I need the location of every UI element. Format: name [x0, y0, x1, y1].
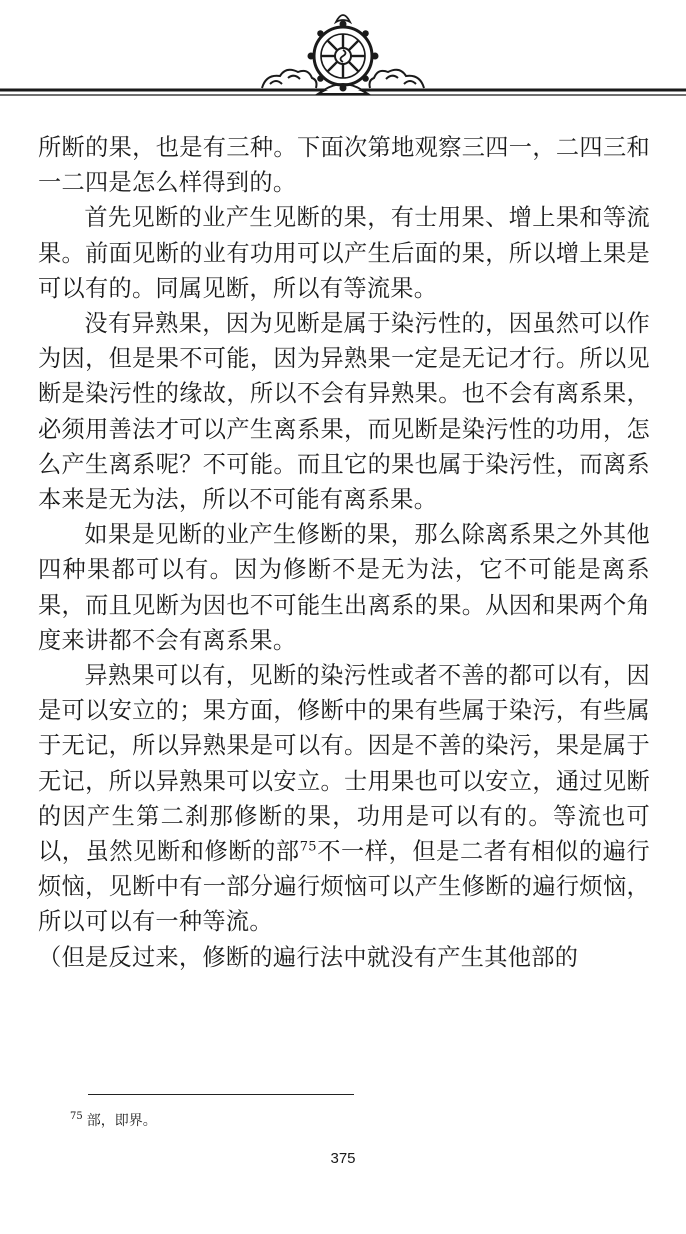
paragraph-text: 不一样，但是二者有相似的遍行烦恼，见断中有一部分遍行烦恼可以产生修断的遍行烦恼，所以可以有一种等流。 — [38, 838, 650, 936]
footnote — [70, 1110, 157, 1130]
page-number: 375 — [330, 1150, 356, 1167]
footnote-reference: 75 — [299, 839, 317, 855]
footnote-divider — [88, 1094, 354, 1095]
paragraph: 首先见断的业产生见断的果，有士用果、增上果和等流果。前面见断的业有功用可以产生后面的果，所以增上果是可以有的。同属见断，所以有等流果。 — [38, 204, 650, 302]
page-header-ornament — [0, 0, 686, 110]
paragraph-text: 异熟果可以有，见断的染污性或者不善的都可以有，因是可以安立的；果方面，修断中的果有些属于染污，有些属于无记，所以异熟果是可以有。因是不善的染污，果是属于无记，所以异熟果可以安立。士用果也可以安立，通过见断的因产生第二刹那修断的果，功用是可以有的。等流也可以，虽然见断和修断的部 — [38, 662, 650, 866]
footnote-text: 部，即界。 — [86, 1113, 157, 1129]
paragraph: 所断的果，也是有三种。下面次第地观察三四一，二四三和一二四是怎么样得到的。 — [38, 134, 650, 197]
dharma-wheel-icon — [0, 0, 686, 110]
body-text — [38, 130, 650, 975]
paragraph: （但是反过来，修断的遍行法中就没有产生其他部的 — [38, 943, 579, 971]
paragraph: 没有异熟果，因为见断是属于染污性的，因虽然可以作为因，但是果不可能，因为异熟果一定是无记才行。所以见断是染污性的缘故，所以不会有异熟果。也不会有离系果，必须用善法才可以产生离系果，而见断是染污性的功用，怎么产生离系呢？不可能。而且它的果也属于染污性，而离系本来是无为法，所以不可能有离系果。 — [38, 310, 650, 514]
paragraph: 如果是见断的业产生修断的果，那么除离系果之外其他四种果都可以有。因为修断不是无为法，它不可能是离系果，而且见断为因也不可能生出离系的果。从因和果两个角度来讲都不会有离系果。 — [38, 521, 650, 654]
footnote-number: 75 — [70, 1111, 83, 1123]
paragraph — [38, 658, 650, 940]
